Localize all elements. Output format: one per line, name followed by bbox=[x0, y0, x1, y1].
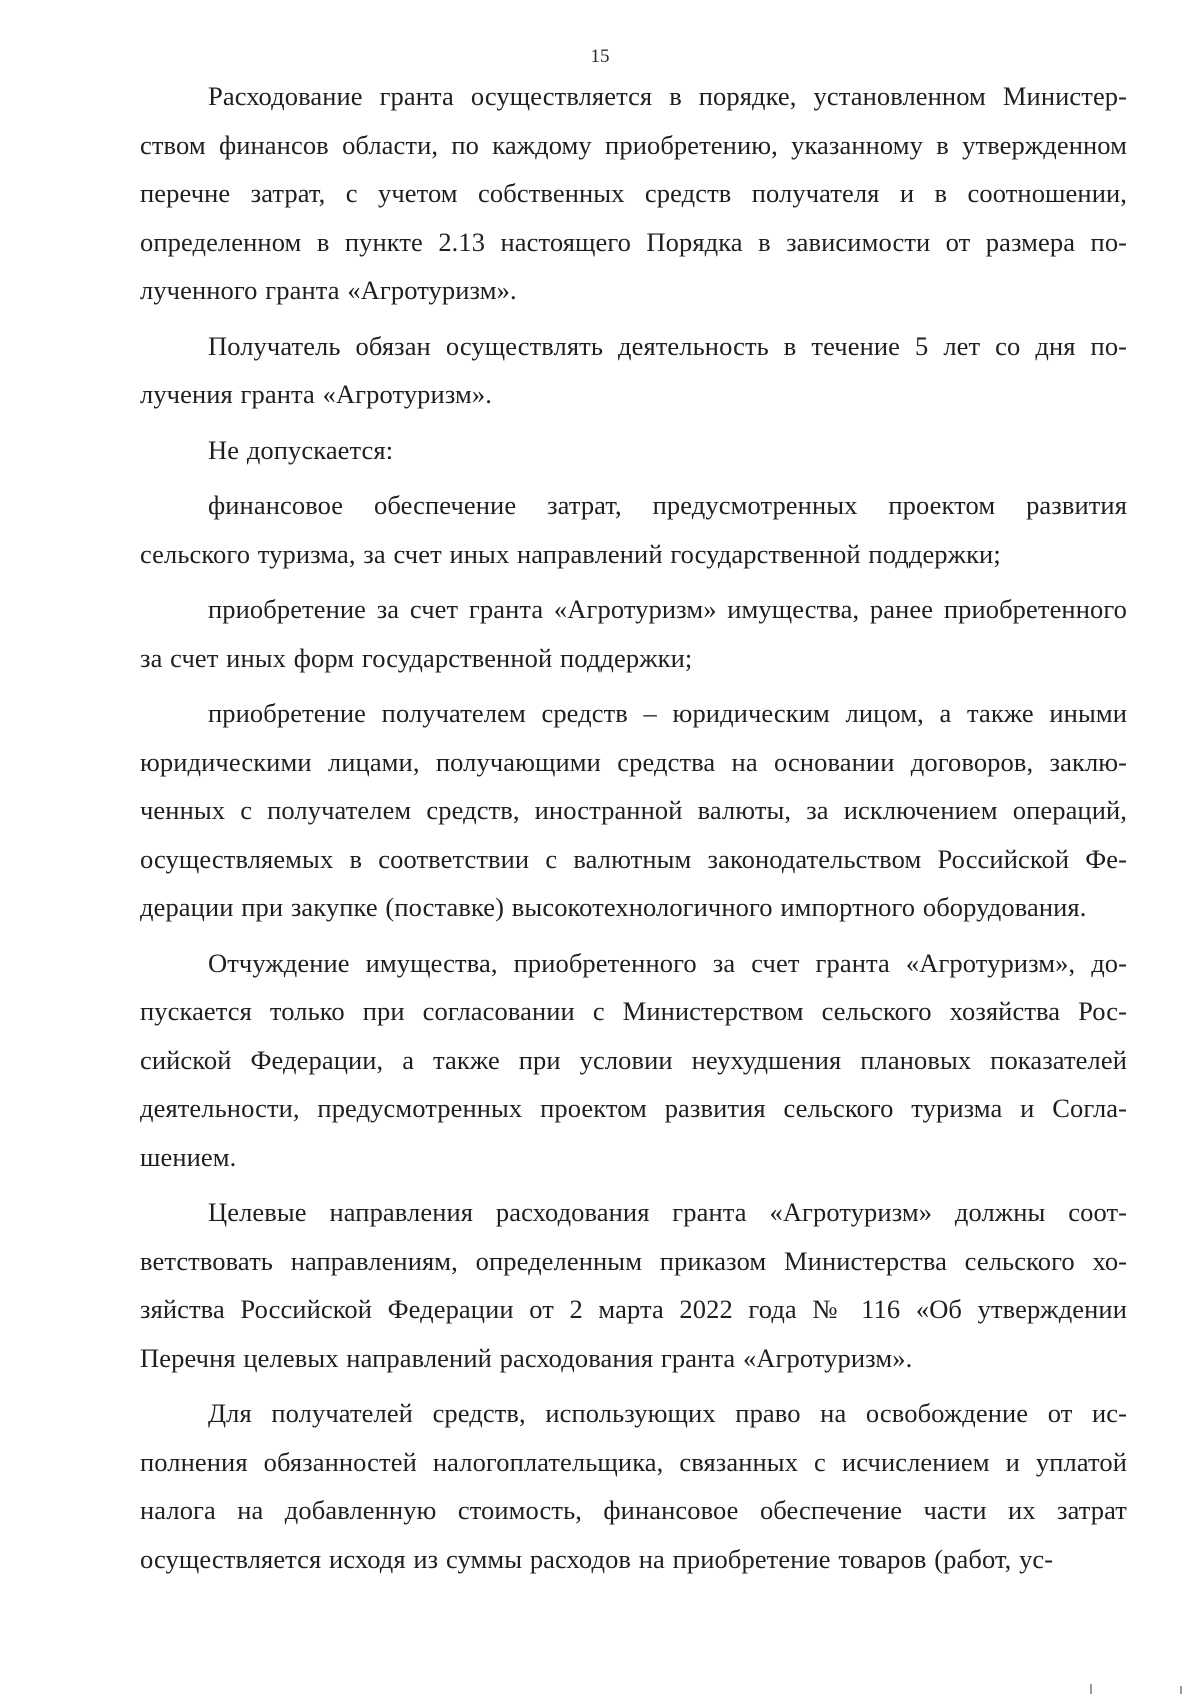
paragraph-property-alienation: Отчуждение имущества, приобретенного за счет гранта «Агротуризм», допускается только при согласовании с Министерством сельского хозяйства Российской Федерации, а также при условии неухудшения плановых показателей деятельности, предусмотренных проектом развития сельского туризма и Соглашением. bbox=[140, 947, 1127, 1172]
paragraph-not-allowed-item-1: финансовое обеспечение затрат, предусмотренных проектом развития сельского туризма, за счет иных направлений государственной поддержки; bbox=[140, 490, 1127, 569]
scan-artifact bbox=[1090, 1684, 1092, 1694]
paragraph-not-allowed-item-2: приобретение за счет гранта «Агротуризм» имущества, ранее приобретенного за счет иных форм государственной поддержки; bbox=[140, 594, 1127, 673]
paragraph-activity-obligation: Получатель обязан осуществлять деятельность в течение 5 лет со дня получения гранта «Агротуризм». bbox=[140, 330, 1127, 409]
paragraph-vat-exemption: Для получателей средств, использующих право на освобождение от исполнения обязанностей налогоплательщика, связанных с исчислением и уплатой налога на добавленную стоимость, финансовое обеспечение части их затрат осуществляется исходя из суммы расходов на приобретение товаров (работ, ус- bbox=[140, 1398, 1127, 1574]
document-body bbox=[140, 72, 1127, 1583]
page-number: 15 bbox=[590, 46, 610, 67]
paragraph-not-allowed-item-3: приобретение получателем средств – юридическим лицом, а также иными юридическими лицами, получающими средства на основании договоров, заключенных с получателем средств, иностранной валюты, за исключением операций, осуществляемых в соответствии с валютным законодательством Российской Федерации при закупке (поставке) высокотехнологичного импортного оборудования. bbox=[140, 698, 1127, 922]
scan-artifact bbox=[1180, 1686, 1182, 1694]
paragraph-not-allowed-heading: Не допускается: bbox=[208, 434, 394, 465]
paragraph-grant-spending: Расходование гранта осуществляется в порядке, установленном Министерством финансов области, по каждому приобретению, указанному в утвержденном перечне затрат, с учетом собственных средств получателя и в соотношении, определенном в пункте 2.13 настоящего Порядка в зависимости от размера полученного гранта «Агротуризм». bbox=[140, 81, 1127, 305]
paragraph-target-directions: Целевые направления расходования гранта «Агротуризм» должны соответствовать направлениям, определенным приказом Министерства сельского хозяйства Российской Федерации от 2 марта 2022 года № 116 «Об утверждении Перечня целевых направлений расходования гранта «Агротуризм». bbox=[140, 1197, 1127, 1373]
